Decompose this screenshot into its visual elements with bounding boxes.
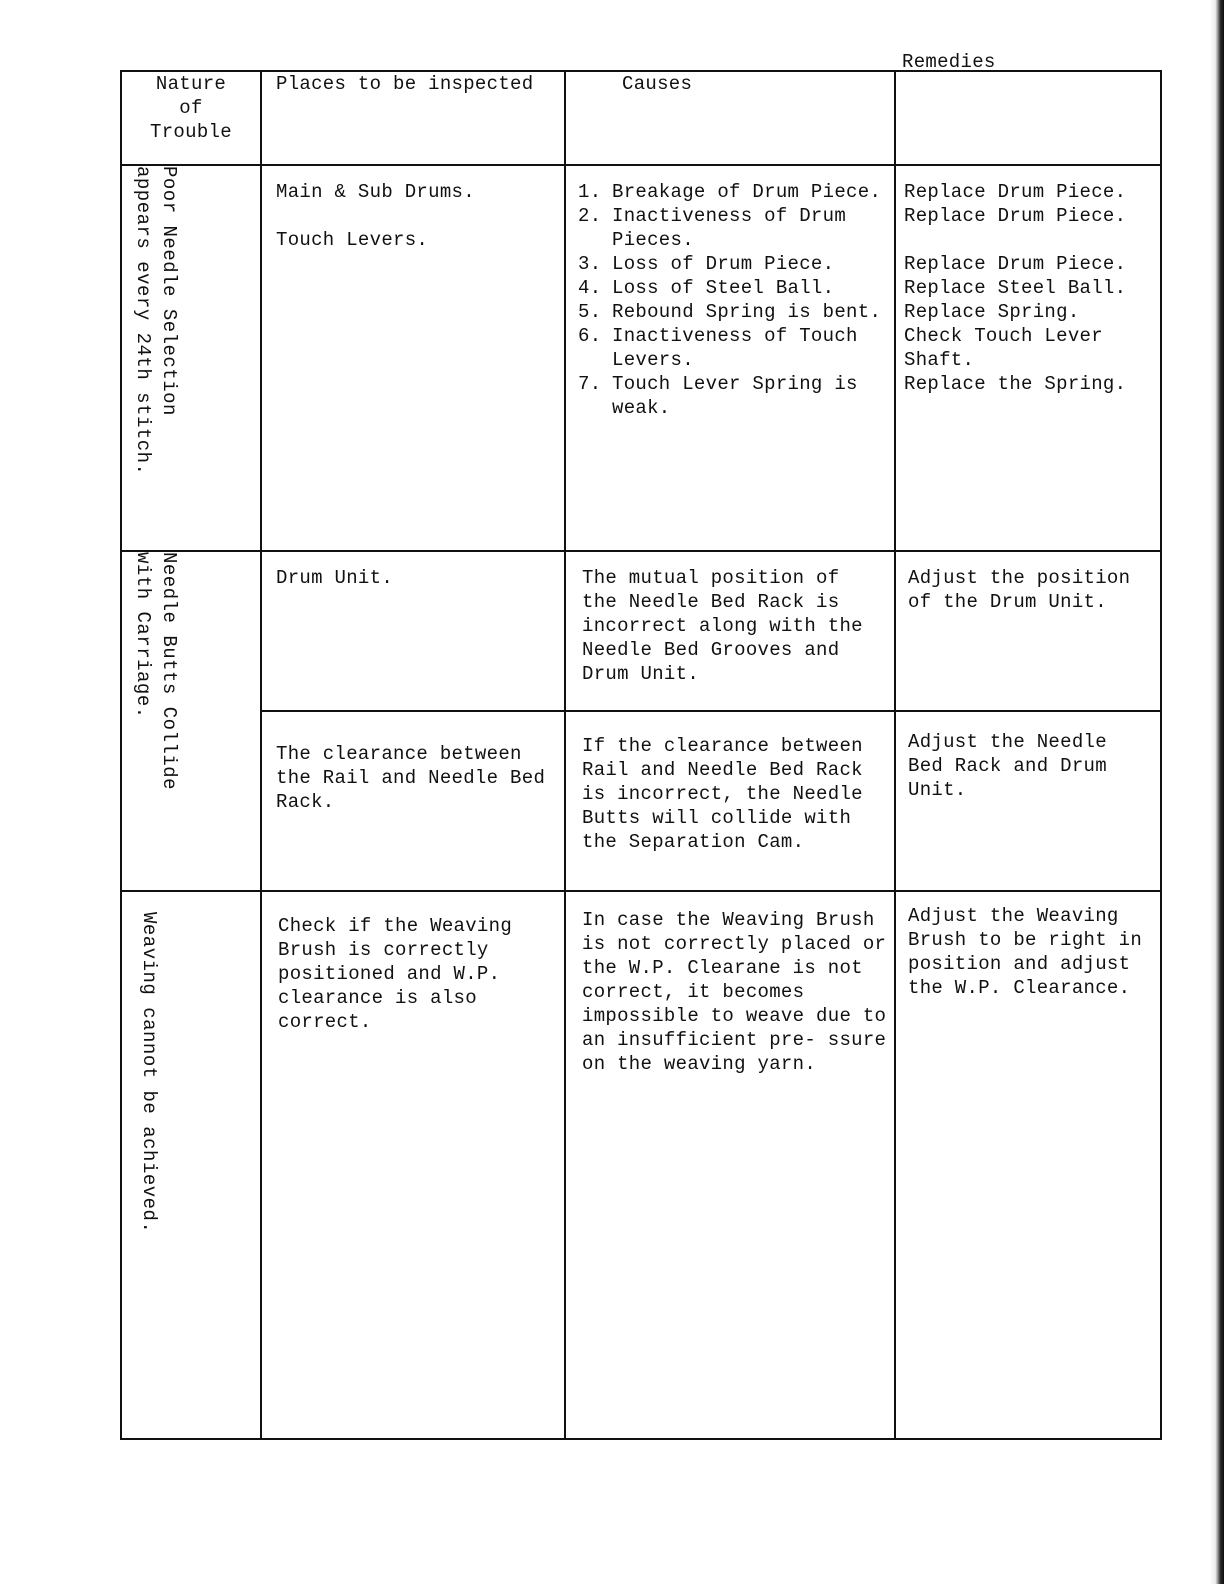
place-item: Main & Sub Drums. [276, 181, 475, 203]
places-cell: Drum Unit. [261, 551, 565, 711]
cause-item: 1. Breakage of Drum Piece. [578, 181, 882, 203]
causes-cell: If the clearance between Rail and Needle Bed Rack is incorrect, the Needle Butts will collide with the Separation Cam. [565, 711, 895, 891]
cause-item: 3. Loss of Drum Piece. [578, 253, 835, 275]
troubleshooting-table [120, 51, 1162, 1440]
place-item: Touch Levers. [276, 229, 429, 251]
header-remedies: Remedies [895, 71, 1161, 165]
remedies-cell: Adjust the Needle Bed Rack and Drum Unit. [895, 711, 1161, 891]
remedy-item: Replace the Spring. [904, 373, 1127, 395]
causes-cell: The mutual position of the Needle Bed Rack is incorrect along with the Needle Bed Grooves and Drum Unit. [565, 551, 895, 711]
remedy-item: Replace Spring. [904, 301, 1080, 323]
header-nature-of-trouble: Nature of Trouble [121, 71, 261, 165]
places-cell: Check if the Weaving Brush is correctly positioned and W.P. clearance is also correct. [261, 891, 565, 1439]
remedy-item: Replace Drum Piece. [904, 253, 1127, 275]
trouble-row-poor-needle-selection [121, 165, 1161, 551]
scanned-page-edge [1210, 0, 1224, 1584]
remedies-cell: Adjust the Weaving Brush to be right in position and adjust the W.P. Clearance. [895, 891, 1161, 1439]
cause-item: 4. Loss of Steel Ball. [578, 277, 835, 299]
remedy-item: Replace Drum Piece. [904, 181, 1127, 203]
cause-item: 5. Rebound Spring is bent. [578, 301, 882, 323]
header-places-to-be-inspected: Places to be inspected [261, 71, 565, 165]
places-cell: The clearance between the Rail and Needle Bed Rack. [261, 711, 565, 891]
trouble-row-needle-butts-collide [121, 551, 1161, 711]
cause-item: 7. Touch Lever Spring is weak. [578, 373, 858, 419]
causes-cell: In case the Weaving Brush is not correctly placed or the W.P. Clearane is not correct, it becomes impossible to weave due to an insufficient pre- ssure on the weaving yarn. [565, 891, 895, 1439]
header-causes: Causes [565, 71, 895, 165]
remedy-item: Replace Drum Piece. [904, 205, 1127, 227]
remedy-item: Replace Steel Ball. [904, 277, 1127, 299]
nature-cell: Poor Needle Selection appears every 24th stitch. [121, 165, 261, 551]
nature-cell: Needle Butts Collide with Carriage. [121, 551, 261, 891]
header-row [121, 71, 1161, 165]
remedy-item: Check Touch Lever Shaft. [904, 325, 1103, 371]
nature-cell: Weaving cannot be achieved. [121, 891, 261, 1439]
trouble-subrow-rail-clearance [121, 711, 1161, 891]
places-cell [261, 165, 565, 551]
trouble-row-weaving [121, 891, 1161, 1439]
remedies-cell: Adjust the position of the Drum Unit. [895, 551, 1161, 711]
cause-item: 6. Inactiveness of Touch Levers. [578, 325, 858, 371]
causes-list [578, 180, 890, 420]
causes-cell [565, 165, 895, 551]
remedies-cell [895, 165, 1161, 551]
cause-item: 2. Inactiveness of Drum Pieces. [578, 205, 847, 251]
